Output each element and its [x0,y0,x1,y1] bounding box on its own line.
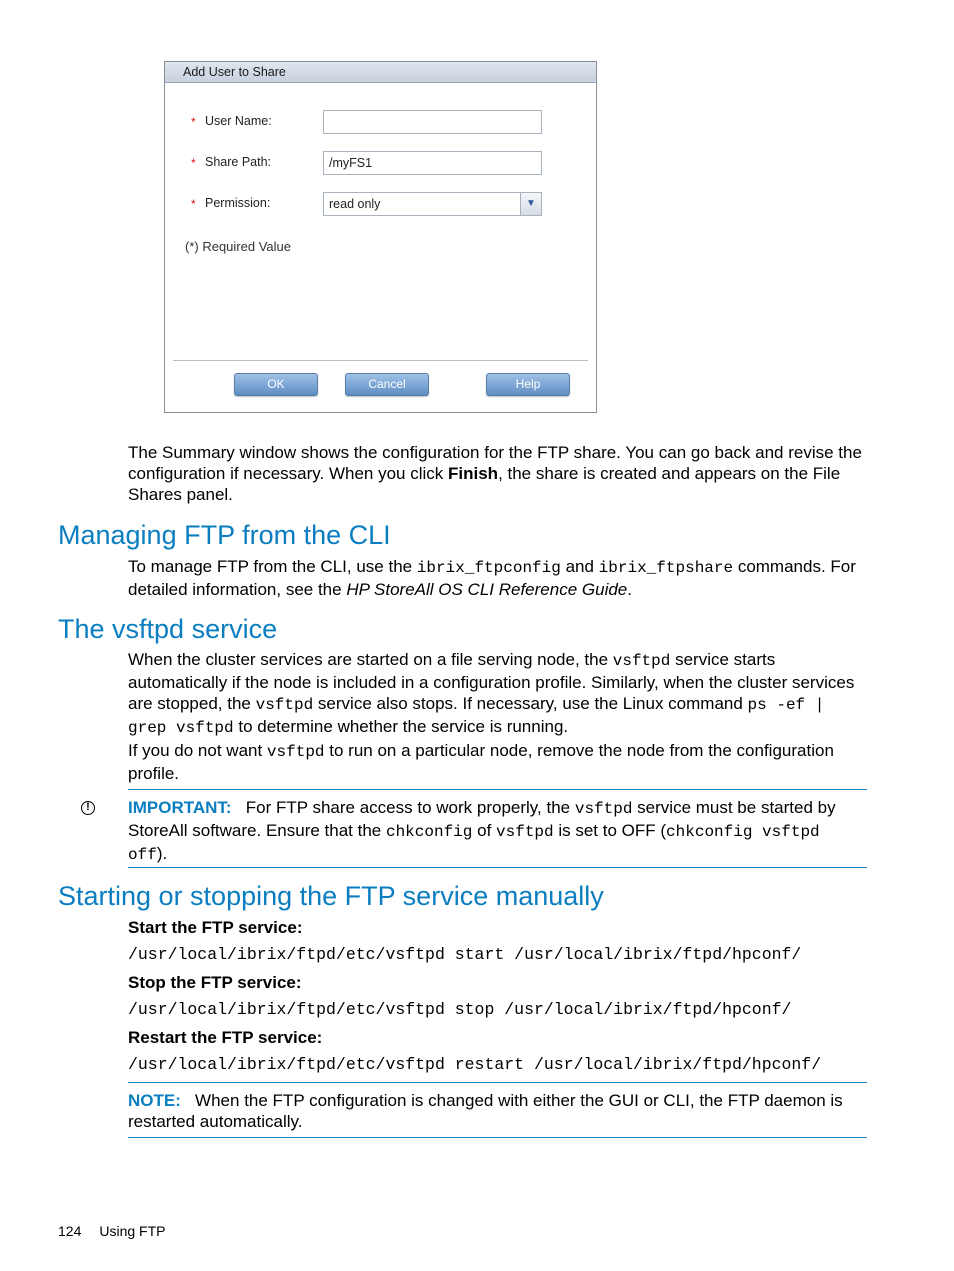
restart-command: /usr/local/ibrix/ftpd/etc/vsftpd restart /usr/local/ibrix/ftpd/hpconf/ [128,1055,822,1074]
important-rule-top [128,789,867,790]
chevron-down-icon[interactable]: ▼ [520,193,541,215]
restart-label: Restart the FTP service: [128,1028,323,1047]
add-user-to-share-dialog [164,61,597,413]
ok-button[interactable]: OK [234,373,318,396]
share-path-row [189,151,579,177]
text: commands. For detailed information, see the [128,557,856,599]
required-value-note: (*) Required Value [185,239,291,254]
code-vsftpd: vsftpd [574,800,633,818]
code-vsftpd: vsftpd [496,823,554,841]
summary-paragraph [128,442,868,505]
code-vsftpd: vsftpd [266,743,325,761]
permission-select-value: read only [329,197,381,211]
text: service must be started by StoreAll software. Ensure that the [128,798,841,840]
text: ). [156,844,168,863]
stop-label: Stop the FTP service: [128,973,302,992]
dialog-title: Add User to Share [165,62,596,83]
important-rule-bottom [128,867,867,868]
vsftpd-paragraph-2 [128,740,868,784]
text: The Summary window shows the configuration for the FTP share. You can go back and revise the configuration if necessary. When you click [128,443,862,483]
note-rule-top [128,1082,867,1083]
text: to determine whether the service is running. [233,717,569,736]
command-ibrix-ftpconfig: ibrix_ftpconfig [416,559,561,577]
start-command: /usr/local/ibrix/ftpd/etc/vsftpd start /usr/local/ibrix/ftpd/hpconf/ [128,945,802,964]
text: and [560,557,599,576]
guide-title: HP StoreAll OS CLI Reference Guide [346,580,628,599]
code-chkconfig: chkconfig [385,823,473,841]
text: To manage FTP from the CLI, use the [128,557,417,576]
text: When the FTP configuration is changed with either the GUI or CLI, the FTP daemon is restarted automatically. [128,1091,848,1131]
page-footer [58,1223,183,1239]
text: If you do not want [128,741,267,760]
finish-term: Finish [448,464,499,483]
note-callout [128,1090,868,1132]
text: service also stops. If necessary, use the Linux command [313,694,748,713]
text: For FTP share access to work properly, the [231,798,575,817]
user-name-row [189,110,579,136]
footer-section: Using FTP [99,1223,166,1239]
required-marker: * [191,115,196,129]
stop-command: /usr/local/ibrix/ftpd/etc/vsftpd stop /usr/local/ibrix/ftpd/hpconf/ [128,1000,792,1019]
heading-vsftpd-service: The vsftpd service [58,614,278,644]
note-rule-bottom [128,1137,867,1138]
required-marker: * [191,156,196,170]
text: When the cluster services are started on a file serving node, the [128,650,613,669]
start-label: Start the FTP service: [128,918,303,937]
user-name-input[interactable] [323,110,542,134]
code-chkconfig-off: chkconfig vsftpd off [128,823,830,864]
text: service starts automatically if the node is included in a configuration profile. Similarly, when the cluster services are stopped, the [128,650,855,713]
text: of [472,821,497,840]
command-ibrix-ftpshare: ibrix_ftpshare [598,559,734,577]
cli-paragraph [128,556,868,600]
important-callout [128,797,868,866]
help-button[interactable]: Help [486,373,570,396]
important-label: IMPORTANT: [128,798,232,817]
share-path-label: Share Path: [205,155,272,169]
dialog-divider [173,360,588,361]
text: . [627,580,632,599]
heading-start-stop-ftp: Starting or stopping the FTP service manually [58,881,604,911]
required-marker: * [191,197,196,211]
important-icon: ! [81,801,95,815]
code-ps-grep: ps -ef | grep vsftpd [128,696,825,737]
share-path-input[interactable]: /myFS1 [323,151,542,175]
note-label: NOTE: [128,1091,181,1110]
permission-select[interactable] [323,192,542,216]
cancel-button[interactable]: Cancel [345,373,429,396]
text: , the share is created and appears on the File Shares panel. [128,464,841,504]
code-vsftpd: vsftpd [255,696,314,714]
permission-row [189,192,579,218]
text: is set to OFF ( [553,821,667,840]
code-vsftpd: vsftpd [612,652,671,670]
user-name-label: User Name: [205,114,272,128]
permission-label: Permission: [205,196,271,210]
heading-managing-ftp-cli: Managing FTP from the CLI [58,520,391,550]
page-number: 124 [58,1223,82,1239]
vsftpd-paragraph-1 [128,649,868,739]
text: to run on a particular node, remove the node from the configuration profile. [128,741,834,783]
